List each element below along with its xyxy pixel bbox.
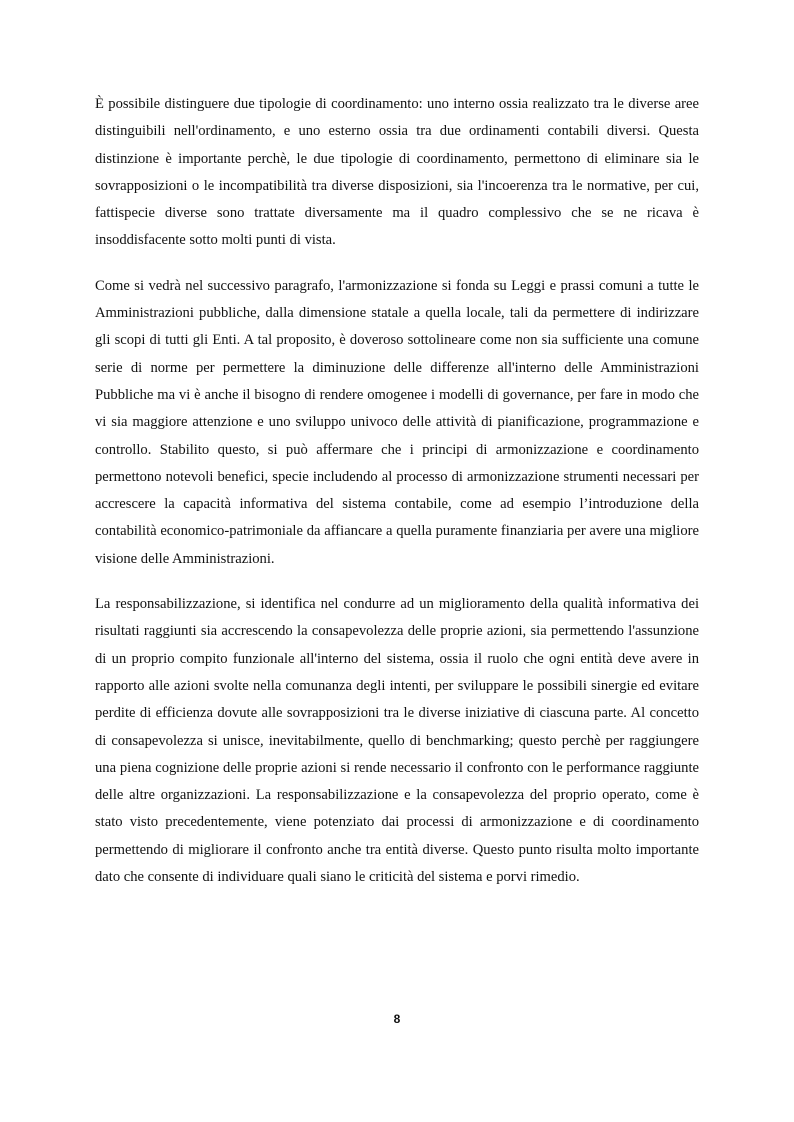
paragraph-armonizzazione: Come si vedrà nel successivo paragrafo, l'armonizzazione si fonda su Leggi e prassi comuni a tutte le Amministrazioni pubbliche, dalla dimensione statale a quella locale, tali da permettere di indirizzare gli scopi di tutti gli Enti. A tal proposito, è doveroso sottolineare come non sia sufficiente una comune serie di norme per permettere la diminuzione delle differenze all'interno delle Amministrazioni Pubbliche ma vi è anche il bisogno di rendere omogenee i modelli di governance, per fare in modo che vi sia maggiore attenzione e uno sviluppo univoco delle attività di pianificazione, programmazione e controllo. Stabilito questo, si può affermare che i principi di armonizzazione e coordinamento permettono notevoli benefici, specie includendo al processo di armonizzazione strumenti necessari per accrescere la capacità informativa del sistema contabile, come ad esempio l’introduzione della contabilità economico-patrimoniale da affiancare a quella puramente finanziaria per avere una migliore visione delle Amministrazioni. bbox=[95, 277, 699, 567]
page-number: 8 bbox=[393, 1012, 401, 1026]
paragraph-coordinamento: È possibile distinguere due tipologie di coordinamento: uno interno ossia realizzato tra le diverse aree distinguibili nell'ordinamento, e uno esterno ossia tra due ordinamenti contabili diversi. Questa distinzione è importante perchè, le due tipologie di coordinamento, permettono di eliminare sia le sovrapposizioni o le incompatibilità tra diverse disposizioni, sia l'incoerenza tra le normative, per cui, fattispecie diverse sono trattate diversamente ma il quadro complessivo che se ne ricava è insoddisfacente sotto molti punti di vista. bbox=[95, 96, 699, 249]
paragraph-responsabilizzazione: La responsabilizzazione, si identifica nel condurre ad un miglioramento della qualità informativa dei risultati raggiunti sia accrescendo la consapevolezza delle proprie azioni, sia permettendo l'assunzione di un proprio compito funzionale all'interno del sistema, ossia il ruolo che ogni entità deve avere in rapporto alle azioni svolte nella comunanza degli intenti, per sviluppare le possibili sinergie ed evitare perdite di efficienza dovute alle sovrapposizioni tra le diverse iniziative di ciascuna parte. Al concetto di consapevolezza si unisce, inevitabilmente, quello di benchmarking; questo perchè per raggiungere una piena cognizione delle proprie azioni si rende necessario il confronto con le performance raggiunte delle altre organizzazioni. La responsabilizzazione e la consapevolezza del proprio operato, come è stato visto precedentemente, viene potenziato dai processi di armonizzazione e di coordinamento permettendo di migliorare il confronto anche tra entità diverse. Questo punto risulta molto importante dato che consente di individuare quali siano le criticità del sistema e porvi rimedio. bbox=[95, 596, 699, 886]
body-text bbox=[95, 91, 699, 909]
